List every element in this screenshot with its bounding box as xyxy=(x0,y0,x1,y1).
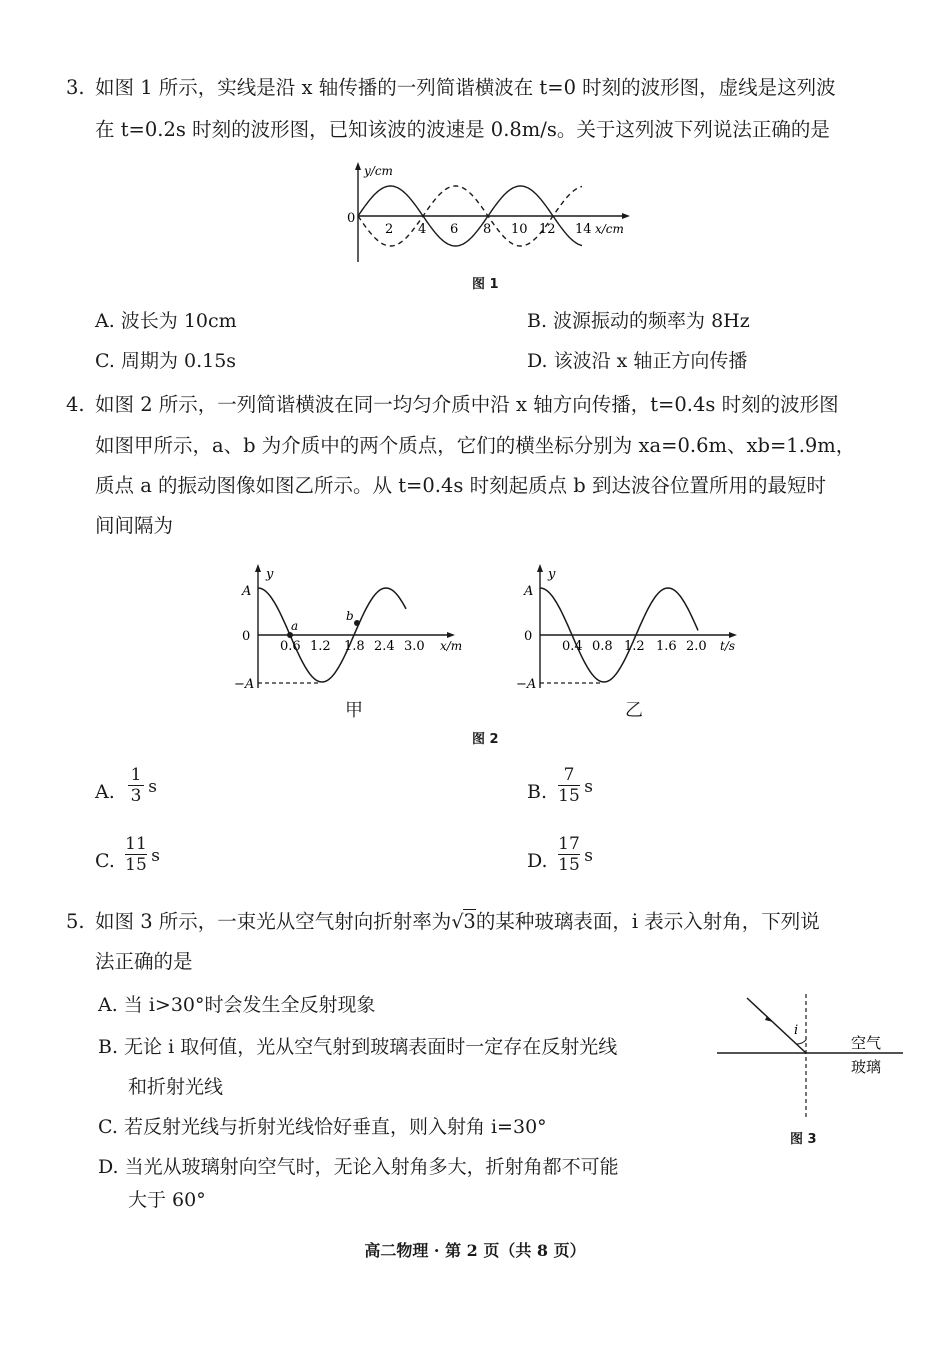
q3-number: 3. xyxy=(66,76,85,99)
air-label: 空气 xyxy=(851,1034,882,1052)
yi-origin: 0 xyxy=(524,629,533,644)
figure-2-left-wave-graph xyxy=(228,560,478,695)
q4-option-c-label[interactable]: C. xyxy=(95,850,115,872)
figure-1-caption: 图 1 xyxy=(472,277,499,292)
q4-option-d-fraction[interactable] xyxy=(557,834,593,875)
figure-3-caption: 图 3 xyxy=(790,1132,817,1147)
jia-A-label: A xyxy=(242,584,252,599)
numerator: 11 xyxy=(125,834,147,854)
yi-tick: 0.4 xyxy=(562,639,583,654)
numerator: 17 xyxy=(558,834,580,854)
jia-tick: 3.0 xyxy=(404,639,425,654)
q4-option-b-fraction[interactable] xyxy=(557,765,593,806)
yi-tick: 0.8 xyxy=(592,639,613,654)
unit: s xyxy=(148,777,157,797)
angle-i-label: i xyxy=(794,1023,799,1038)
fig1-origin: 0 xyxy=(347,211,356,226)
denominator: 3 xyxy=(130,786,142,806)
q4-number: 4. xyxy=(66,393,85,416)
q4-text-line4: 间间隔为 xyxy=(95,514,174,537)
q4-option-c-fraction[interactable] xyxy=(124,834,160,875)
fig1-tick: 2 xyxy=(385,222,394,237)
jia-tick: 0.6 xyxy=(280,639,301,654)
jia-ylabel: y xyxy=(266,567,274,582)
q5-option-b-line2[interactable]: 和折射光线 xyxy=(128,1076,224,1098)
yi-tick: 1.2 xyxy=(624,639,645,654)
figure-1-wave-graph xyxy=(340,160,640,270)
unit: s xyxy=(584,777,593,797)
q4-text-line3: 质点 a 的振动图像如图乙所示。从 t=0.4s 时刻起质点 b 到达波谷位置所用的最短时 xyxy=(95,474,826,497)
fig1-ylabel: y/cm xyxy=(364,164,393,178)
q3-option-a[interactable]: A. 波长为 10cm xyxy=(95,310,237,332)
q5-option-c[interactable]: C. 若反射光线与折射光线恰好垂直，则入射角 i=30° xyxy=(98,1116,547,1138)
jia-xlabel: x/m xyxy=(440,639,463,653)
q3-text-line2: 在 t=0.2s 时刻的波形图，已知该波的波速是 0.8m/s。关于这列波下列说法正确的是 xyxy=(95,118,830,141)
q3-option-b[interactable]: B. 波源振动的频率为 8Hz xyxy=(527,310,750,332)
q5-option-d-line2[interactable]: 大于 60° xyxy=(128,1189,206,1211)
jia-negA-label: −A xyxy=(234,677,255,692)
fig1-tick: 4 xyxy=(418,222,427,237)
glass-label: 玻璃 xyxy=(851,1058,882,1076)
unit: s xyxy=(151,846,160,866)
q4-option-b-label[interactable]: B. xyxy=(527,781,548,803)
yi-A-label: A xyxy=(524,584,534,599)
yi-tick: 2.0 xyxy=(686,639,707,654)
jia-tick: 1.8 xyxy=(344,639,365,654)
jia-tick: 1.2 xyxy=(310,639,331,654)
numerator: 7 xyxy=(563,765,575,785)
q5-text-line2: 法正确的是 xyxy=(95,950,193,973)
q3-option-d[interactable]: D. 该波沿 x 轴正方向传播 xyxy=(527,350,748,372)
q5-text-line1-b: 的某种玻璃表面，i 表示入射角，下列说 xyxy=(475,910,820,933)
q4-text-line1: 如图 2 所示，一列简谐横波在同一均匀介质中沿 x 轴方向传播，t=0.4s 时刻的波形图 xyxy=(95,393,839,416)
yi-ylabel: y xyxy=(548,567,556,582)
q4-option-d-label[interactable]: D. xyxy=(527,850,548,872)
fig1-tick: 10 xyxy=(511,222,528,237)
page-footer: 高二物理 · 第 2 页（共 8 页） xyxy=(364,1241,586,1260)
unit: s xyxy=(584,846,593,866)
q5-text-line1-a: 如图 3 所示，一束光从空气射向折射率为 xyxy=(95,910,452,933)
jia-point-a-label: a xyxy=(291,619,299,633)
yi-xlabel: t/s xyxy=(720,639,736,653)
figure-2-right-label: 乙 xyxy=(625,700,643,721)
jia-point-b-label: b xyxy=(346,609,354,623)
q3-text-line1: 如图 1 所示，实线是沿 x 轴传播的一列简谐横波在 t=0 时刻的波形图，虚线是这列波 xyxy=(95,76,836,99)
fig1-tick: 6 xyxy=(450,222,459,237)
q5-text-line1 xyxy=(95,908,820,936)
numerator: 1 xyxy=(130,765,142,785)
denominator: 15 xyxy=(125,855,147,875)
figure-2-caption: 图 2 xyxy=(472,732,499,747)
jia-tick: 2.4 xyxy=(374,639,395,654)
figure-2-right-vibration-graph xyxy=(510,560,750,695)
q4-text-line2: 如图甲所示，a、b 为介质中的两个质点，它们的横坐标分别为 xa=0.6m、xb=1.9m， xyxy=(95,434,856,457)
fig1-tick: 12 xyxy=(539,222,556,237)
sqrt-symbol: √ xyxy=(451,911,464,933)
q5-number: 5. xyxy=(66,910,85,933)
point-b-dot xyxy=(354,620,360,626)
q5-option-b-line1[interactable]: B. 无论 i 取何值，光从空气射到玻璃表面时一定存在反射光线 xyxy=(98,1036,618,1058)
q3-option-c[interactable]: C. 周期为 0.15s xyxy=(95,350,237,372)
jia-origin: 0 xyxy=(242,629,251,644)
sqrt-radicand: 3 xyxy=(463,910,476,933)
q5-option-a[interactable]: A. 当 i>30°时会发生全反射现象 xyxy=(98,994,376,1016)
figure-2-left-label: 甲 xyxy=(345,700,363,721)
yi-tick: 1.6 xyxy=(656,639,677,654)
q4-option-a-label[interactable]: A. xyxy=(95,781,115,803)
q5-option-d-line1[interactable]: D. 当光从玻璃射向空气时，无论入射角多大，折射角都不可能 xyxy=(98,1156,619,1178)
fig1-xlabel: x/cm xyxy=(595,222,624,236)
fig1-tick: 14 xyxy=(575,222,592,237)
fig1-tick: 8 xyxy=(483,222,492,237)
figure-3-refraction-diagram xyxy=(715,992,905,1127)
denominator: 15 xyxy=(558,786,580,806)
q4-option-a-fraction[interactable] xyxy=(127,765,157,806)
yi-negA-label: −A xyxy=(516,677,537,692)
denominator: 15 xyxy=(558,855,580,875)
